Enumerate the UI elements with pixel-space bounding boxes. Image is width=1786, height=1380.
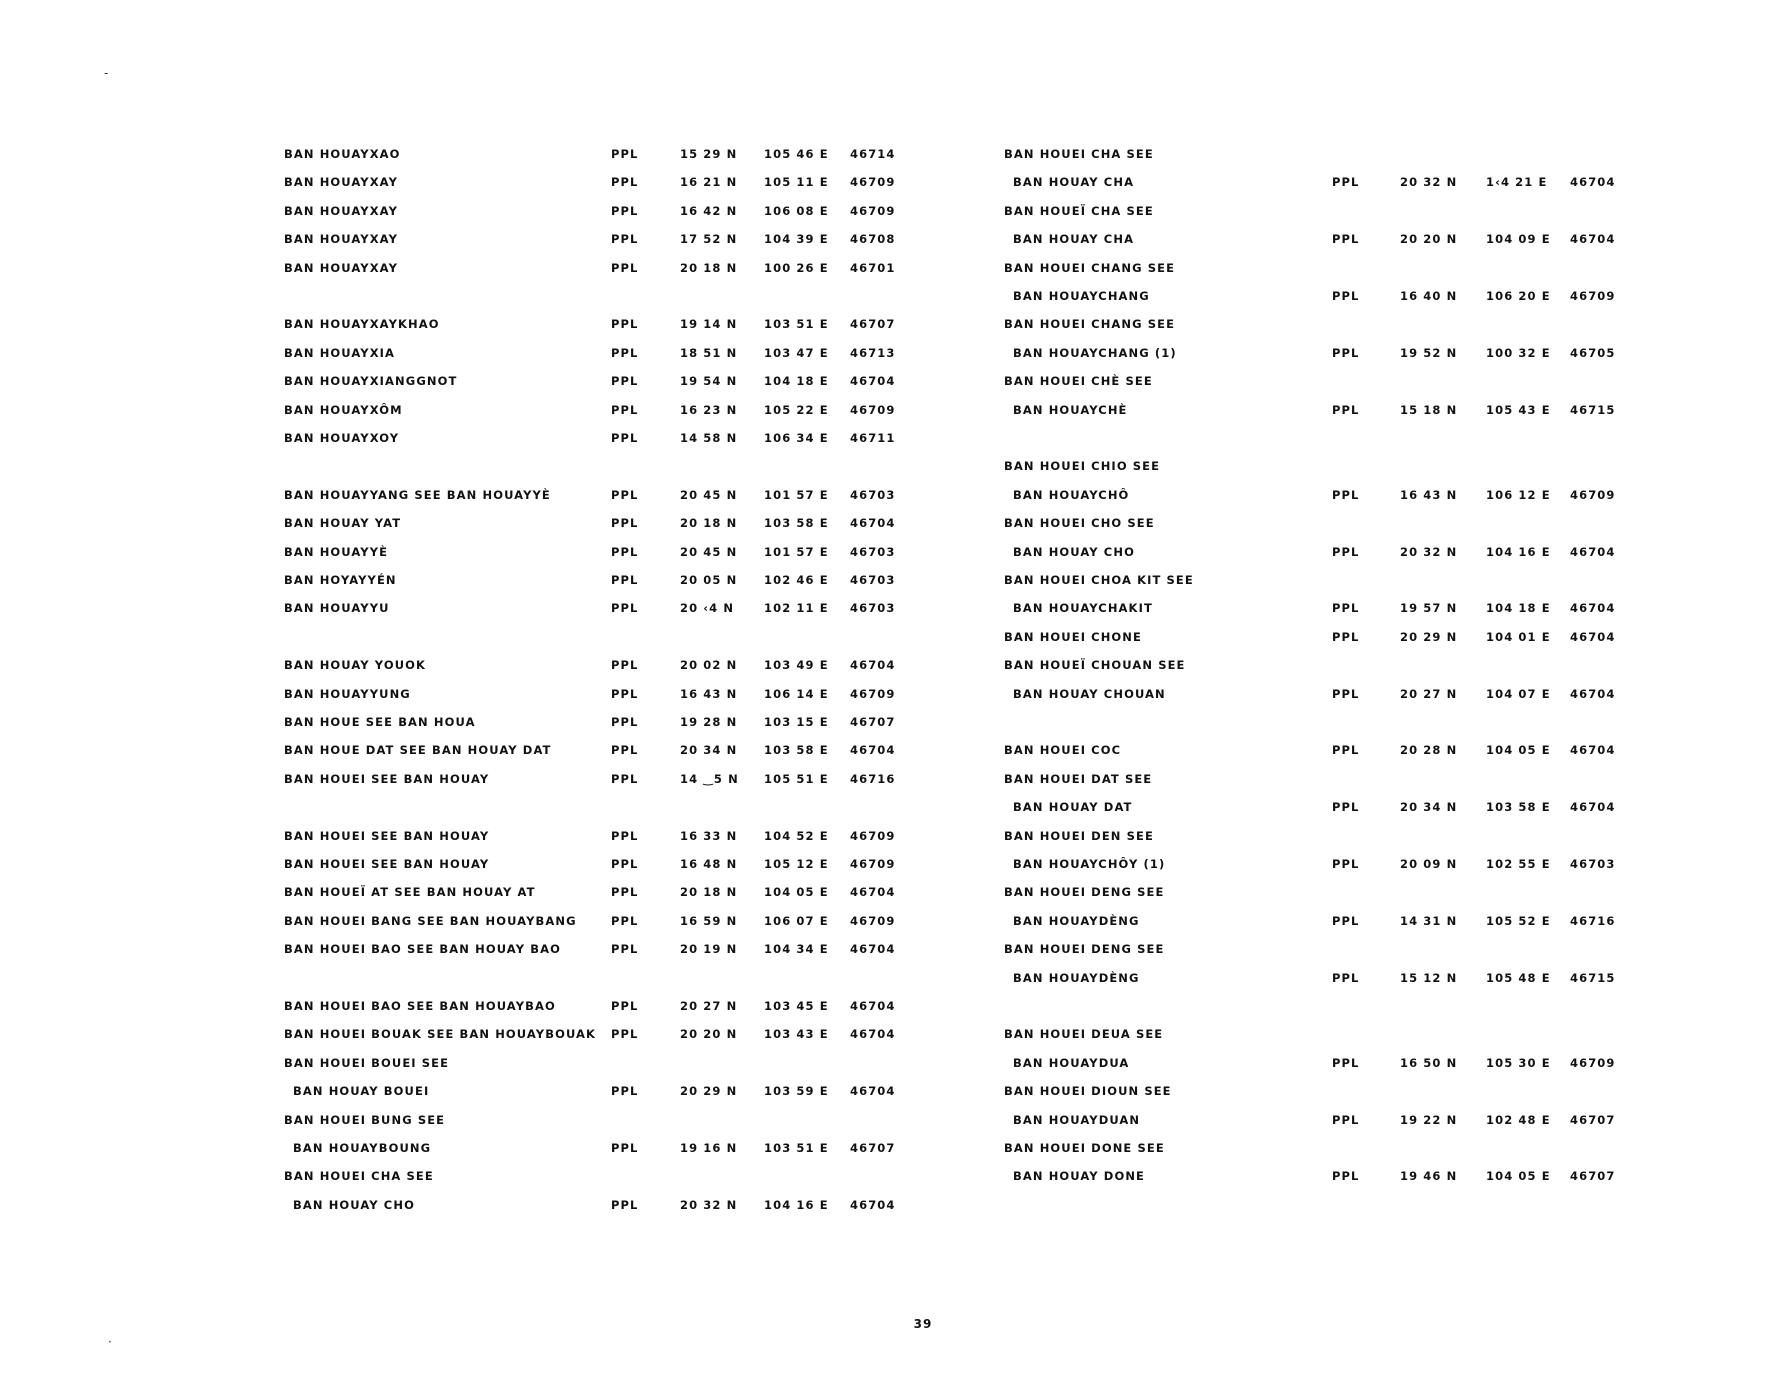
map-code: 46708 — [850, 232, 896, 247]
latitude: 20 20 N — [680, 1027, 738, 1042]
feature-class: PPL — [1332, 601, 1360, 616]
feature-class: PPL — [1332, 970, 1360, 985]
map-code: 46716 — [1570, 913, 1616, 928]
gazetteer-entry — [0, 629, 1786, 645]
latitude: 16 33 N — [680, 828, 738, 843]
longitude: 106 14 E — [764, 686, 829, 701]
longitude: 104 16 E — [1486, 544, 1551, 559]
map-code: 46715 — [1570, 970, 1616, 985]
latitude: 15 29 N — [680, 147, 738, 161]
latitude: 20 29 N — [1400, 629, 1458, 644]
latitude: 14 ‿5 N — [680, 771, 739, 786]
entry-name: BAN HOUAYDUAN — [1013, 1112, 1141, 1127]
latitude: 19 28 N — [680, 715, 738, 729]
entry-name: BAN HOUE SEE BAN HOUA — [284, 715, 476, 729]
longitude: 103 58 E — [764, 743, 829, 758]
gazetteer-entry — [0, 231, 1786, 247]
longitude: 106 12 E — [1486, 487, 1551, 502]
page-number: 39 — [913, 1317, 933, 1331]
latitude: 20 34 N — [680, 743, 738, 758]
gazetteer-entry — [0, 941, 1786, 957]
feature-class: PPL — [611, 743, 639, 758]
feature-class: PPL — [611, 1084, 639, 1099]
feature-class: PPL — [611, 885, 639, 900]
map-code: 46709 — [850, 913, 896, 928]
gazetteer-entry — [0, 1026, 1786, 1042]
map-code: 46704 — [1570, 800, 1616, 815]
gazetteer-entry — [0, 260, 1786, 276]
entry-name: BAN HOUEI CHIO SEE — [1004, 459, 1161, 474]
longitude: 102 11 E — [764, 601, 829, 616]
latitude: 14 31 N — [1400, 913, 1458, 928]
entry-name: BAN HOUAYXAY — [284, 175, 398, 190]
feature-class: PPL — [1332, 289, 1360, 303]
feature-class: PPL — [611, 544, 639, 559]
feature-class: PPL — [611, 487, 639, 502]
longitude: 106 07 E — [764, 913, 829, 928]
longitude: 104 18 E — [1486, 601, 1551, 616]
entry-name: BAN HOUAYXAY — [284, 203, 398, 218]
map-code: 46704 — [850, 1027, 896, 1042]
gazetteer-entry — [0, 771, 1786, 787]
map-code: 46709 — [850, 203, 896, 218]
latitude: 19 57 N — [1400, 601, 1458, 616]
longitude: 102 55 E — [1486, 857, 1551, 871]
latitude: 20 18 N — [680, 516, 738, 531]
gazetteer-entry — [0, 657, 1786, 673]
latitude: 16 23 N — [680, 402, 738, 417]
feature-class: PPL — [611, 1197, 639, 1212]
latitude: 20 28 N — [1400, 743, 1458, 758]
entry-name: BAN HOUE DAT SEE BAN HOUAY DAT — [284, 743, 552, 758]
longitude: 104 07 E — [1486, 686, 1551, 701]
gazetteer-entry — [0, 1083, 1786, 1099]
entry-name: BAN HOUEI DIOUN SEE — [1004, 1084, 1172, 1099]
longitude: 101 57 E — [764, 544, 829, 559]
entry-name: BAN HOUAYXAY — [284, 232, 398, 247]
scan-mark: ‐ — [104, 66, 109, 80]
longitude: 105 51 E — [764, 771, 829, 786]
feature-class: PPL — [1332, 345, 1360, 360]
map-code: 46707 — [1570, 1169, 1616, 1184]
longitude: 104 18 E — [764, 374, 829, 389]
map-code: 46709 — [1570, 1055, 1616, 1070]
entry-name: BAN HOUEI SEE BAN HOUAY — [284, 828, 490, 843]
entry-name: BAN HOUEÏ CHA SEE — [1004, 203, 1154, 218]
gazetteer-entry — [0, 913, 1786, 929]
feature-class: PPL — [611, 345, 639, 360]
map-code: 46703 — [1570, 857, 1616, 871]
entry-name: BAN HOUAY CHOUAN — [1013, 686, 1166, 701]
latitude: 19 22 N — [1400, 1112, 1458, 1127]
feature-class: PPL — [611, 658, 639, 673]
feature-class: PPL — [1332, 686, 1360, 701]
gazetteer-entry — [0, 799, 1786, 815]
feature-class: PPL — [611, 232, 639, 247]
entry-name: BAN HOUAYXÔM — [284, 402, 403, 417]
longitude: 104 01 E — [1486, 629, 1551, 644]
entry-name: BAN HOUEI DAT SEE — [1004, 771, 1153, 786]
map-code: 46709 — [850, 857, 896, 871]
map-code: 46704 — [850, 942, 896, 957]
longitude: 103 59 E — [764, 1084, 829, 1099]
feature-class: PPL — [611, 771, 639, 786]
latitude: 20 20 N — [1400, 232, 1458, 247]
feature-class: PPL — [611, 260, 639, 275]
longitude: 103 49 E — [764, 658, 829, 673]
gazetteer-entry — [0, 345, 1786, 361]
map-code: 46709 — [850, 175, 896, 190]
entry-name: BAN HOUEI SEE BAN HOUAY — [284, 771, 490, 786]
longitude: 100 32 E — [1486, 345, 1551, 360]
gazetteer-entry — [0, 686, 1786, 702]
gazetteer-entry — [0, 572, 1786, 588]
entry-name: BAN HOUAYYU — [284, 601, 390, 616]
entry-name: BAN HOUAYDÈNG — [1013, 913, 1140, 928]
feature-class: PPL — [611, 374, 639, 389]
entry-name: BAN HOUAYYÈ — [284, 544, 389, 559]
longitude: 103 15 E — [764, 715, 829, 729]
entry-name: BAN HOUAYCHÈ — [1013, 402, 1128, 417]
entry-name: BAN HOUEI SEE BAN HOUAY — [284, 857, 490, 871]
entry-name: BAN HOUAYCHÔY (1) — [1013, 857, 1166, 871]
latitude: 16 40 N — [1400, 289, 1458, 303]
feature-class: PPL — [611, 686, 639, 701]
feature-class: PPL — [611, 175, 639, 190]
map-code: 46709 — [1570, 487, 1616, 502]
map-code: 46704 — [1570, 686, 1616, 701]
gazetteer-entry — [0, 970, 1786, 986]
longitude: 104 52 E — [764, 828, 829, 843]
entry-name: BAN HOUAYXAO — [284, 147, 401, 161]
latitude: 20 32 N — [1400, 544, 1458, 559]
latitude: 18 51 N — [680, 345, 738, 360]
entry-name: BAN HOUAYBOUNG — [293, 1141, 432, 1155]
longitude: 103 47 E — [764, 345, 829, 360]
feature-class: PPL — [611, 1141, 639, 1155]
gazetteer-entry — [0, 1168, 1786, 1184]
entry-name: BAN HOUEI BAO SEE BAN HOUAY BAO — [284, 942, 561, 957]
longitude: 106 34 E — [764, 431, 829, 445]
longitude: 104 16 E — [764, 1197, 829, 1212]
feature-class: PPL — [611, 601, 639, 616]
entry-name: BAN HOUAYXAY — [284, 260, 398, 275]
longitude: 105 22 E — [764, 402, 829, 417]
entry-name: BAN HOUAY CHA — [1013, 232, 1135, 247]
map-code: 46704 — [850, 1084, 896, 1099]
map-code: 46704 — [850, 885, 896, 900]
entry-name: BAN HOUEI BANG SEE BAN HOUAYBANG — [284, 913, 577, 928]
map-code: 46716 — [850, 771, 896, 786]
entry-name: BAN HOUEI BAO SEE BAN HOUAYBAO — [284, 999, 556, 1013]
entry-name: BAN HOUAY CHO — [1013, 544, 1135, 559]
longitude: 1‹4 21 E — [1486, 175, 1548, 190]
longitude: 104 39 E — [764, 232, 829, 247]
longitude: 106 20 E — [1486, 289, 1551, 303]
longitude: 105 30 E — [1486, 1055, 1551, 1070]
map-code: 46704 — [1570, 232, 1616, 247]
latitude: 14 58 N — [680, 431, 738, 445]
longitude: 103 43 E — [764, 1027, 829, 1042]
scan-mark: · — [108, 1335, 112, 1349]
feature-class: PPL — [1332, 743, 1360, 758]
map-code: 46709 — [850, 686, 896, 701]
latitude: 20 29 N — [680, 1084, 738, 1099]
feature-class: PPL — [1332, 800, 1360, 815]
latitude: 16 48 N — [680, 857, 738, 871]
feature-class: PPL — [1332, 1055, 1360, 1070]
map-code: 46701 — [850, 260, 896, 275]
feature-class: PPL — [611, 828, 639, 843]
longitude: 105 52 E — [1486, 913, 1551, 928]
longitude: 103 51 E — [764, 317, 829, 332]
longitude: 101 57 E — [764, 487, 829, 502]
entry-name: BAN HOUAY BOUEI — [293, 1084, 430, 1099]
map-code: 46704 — [1570, 743, 1616, 758]
longitude: 102 48 E — [1486, 1112, 1551, 1127]
feature-class: PPL — [1332, 857, 1360, 871]
longitude: 105 43 E — [1486, 402, 1551, 417]
longitude: 100 26 E — [764, 260, 829, 275]
map-code: 46703 — [850, 487, 896, 502]
feature-class: PPL — [611, 715, 639, 729]
gazetteer-entry — [0, 487, 1786, 503]
feature-class: PPL — [611, 147, 639, 161]
entry-name: BAN HOUEI DEN SEE — [1004, 828, 1154, 843]
entry-name: BAN HOUEI BOUEI SEE — [284, 1055, 450, 1070]
longitude: 102 46 E — [764, 573, 829, 587]
longitude: 105 12 E — [764, 857, 829, 871]
longitude: 103 45 E — [764, 999, 829, 1013]
latitude: 16 50 N — [1400, 1055, 1458, 1070]
latitude: 20 27 N — [1400, 686, 1458, 701]
feature-class: PPL — [1332, 629, 1360, 644]
gazetteer-entry — [0, 402, 1786, 418]
map-code: 46704 — [1570, 544, 1616, 559]
latitude: 20 27 N — [680, 999, 738, 1013]
map-code: 46703 — [850, 601, 896, 616]
entry-name: BAN HOUAYDUA — [1013, 1055, 1130, 1070]
map-code: 46707 — [850, 715, 896, 729]
entry-name: BAN HOUAYCHÔ — [1013, 487, 1130, 502]
feature-class: PPL — [1332, 402, 1360, 417]
gazetteer-entry — [0, 600, 1786, 616]
latitude: 19 46 N — [1400, 1169, 1458, 1184]
entry-name: BAN HOUEI CHONE — [1004, 629, 1142, 644]
latitude: 20 32 N — [680, 1197, 738, 1212]
feature-class: PPL — [1332, 232, 1360, 247]
entry-name: BAN HOUAYXOY — [284, 431, 400, 445]
entry-name: BAN HOUEI BOUAK SEE BAN HOUAYBOUAK — [284, 1027, 597, 1042]
entry-name: BAN HOUEI CHA SEE — [284, 1169, 434, 1184]
feature-class: PPL — [1332, 913, 1360, 928]
feature-class: PPL — [611, 857, 639, 871]
map-code: 46709 — [1570, 289, 1616, 303]
map-code: 46703 — [850, 544, 896, 559]
longitude: 104 05 E — [764, 885, 829, 900]
entry-name: BAN HOUAY DONE — [1013, 1169, 1146, 1184]
feature-class: PPL — [1332, 1112, 1360, 1127]
entry-name: BAN HOUEI CHA SEE — [1004, 147, 1154, 161]
entry-name: BAN HOUEI DONE SEE — [1004, 1141, 1165, 1155]
longitude: 106 08 E — [764, 203, 829, 218]
map-code: 46704 — [1570, 601, 1616, 616]
feature-class: PPL — [1332, 487, 1360, 502]
latitude: 20 32 N — [1400, 175, 1458, 190]
latitude: 20 05 N — [680, 573, 738, 587]
gazetteer-entry — [0, 316, 1786, 332]
latitude: 16 43 N — [680, 686, 738, 701]
map-code: 46705 — [1570, 345, 1616, 360]
latitude: 16 21 N — [680, 175, 738, 190]
entry-name: BAN HOUEI COC — [1004, 743, 1122, 758]
entry-name: BAN HOUEI CHÈ SEE — [1004, 374, 1153, 389]
entry-name: BAN HOUEI DENG SEE — [1004, 942, 1165, 957]
latitude: 19 54 N — [680, 374, 738, 389]
gazetteer-entry — [0, 1112, 1786, 1128]
entry-name: BAN HOUEI DENG SEE — [1004, 885, 1165, 900]
entry-name: BAN HOUEI CHOA KIT SEE — [1004, 573, 1194, 587]
longitude: 104 09 E — [1486, 232, 1551, 247]
entry-name: BAN HOUEI DEUA SEE — [1004, 1027, 1164, 1042]
latitude: 20 02 N — [680, 658, 738, 673]
map-code: 46713 — [850, 345, 896, 360]
entry-name: BAN HOUAY YOUOK — [284, 658, 427, 673]
map-code: 46704 — [850, 374, 896, 389]
longitude: 104 05 E — [1486, 1169, 1551, 1184]
entry-name: BAN HOUAYYANG SEE BAN HOUAYYÈ — [284, 487, 551, 502]
gazetteer-entry — [0, 828, 1786, 844]
longitude: 105 46 E — [764, 147, 829, 161]
map-code: 46707 — [850, 1141, 896, 1155]
gazetteer-entry — [0, 288, 1786, 304]
feature-class: PPL — [611, 402, 639, 417]
feature-class: PPL — [611, 999, 639, 1013]
latitude: 20 18 N — [680, 885, 738, 900]
longitude: 103 51 E — [764, 1141, 829, 1155]
entry-name: BAN HOUAY CHA — [1013, 175, 1135, 190]
latitude: 19 14 N — [680, 317, 738, 332]
feature-class: PPL — [611, 942, 639, 957]
entry-name: BAN HOYAYYÉN — [284, 573, 397, 587]
latitude: 20 45 N — [680, 544, 738, 559]
gazetteer-entry — [0, 203, 1786, 219]
latitude: 20 18 N — [680, 260, 738, 275]
latitude: 16 59 N — [680, 913, 738, 928]
feature-class: PPL — [611, 573, 639, 587]
feature-class: PPL — [1332, 544, 1360, 559]
gazetteer-entry — [0, 1055, 1786, 1071]
latitude: 20 45 N — [680, 487, 738, 502]
entry-name: BAN HOUEI CHANG SEE — [1004, 317, 1176, 332]
feature-class: PPL — [611, 203, 639, 218]
map-code: 46714 — [850, 147, 896, 161]
entry-name: BAN HOUEI CHANG SEE — [1004, 260, 1176, 275]
feature-class: PPL — [611, 913, 639, 928]
feature-class: PPL — [611, 431, 639, 445]
latitude: 17 52 N — [680, 232, 738, 247]
map-code: 46704 — [1570, 629, 1616, 644]
gazetteer-entry — [0, 146, 1786, 162]
entry-name: BAN HOUAY DAT — [1013, 800, 1133, 815]
gazetteer-entry — [0, 544, 1786, 560]
entry-name: BAN HOUEÏ CHOUAN SEE — [1004, 658, 1186, 673]
latitude: 16 42 N — [680, 203, 738, 218]
map-code: 46707 — [1570, 1112, 1616, 1127]
latitude: 20 09 N — [1400, 857, 1458, 871]
entry-name: BAN HOUAYYUNG — [284, 686, 411, 701]
longitude: 104 05 E — [1486, 743, 1551, 758]
entry-name: BAN HOUAYCHAKIT — [1013, 601, 1153, 616]
entry-name: BAN HOUEÏ AT SEE BAN HOUAY AT — [284, 885, 536, 900]
gazetteer-entry — [0, 1140, 1786, 1156]
map-code: 46704 — [850, 1197, 896, 1212]
entry-name: BAN HOUAYCHANG (1) — [1013, 345, 1177, 360]
latitude: 15 18 N — [1400, 402, 1458, 417]
map-code: 46711 — [850, 431, 896, 445]
latitude: 16 43 N — [1400, 487, 1458, 502]
gazetteer-entry — [0, 515, 1786, 531]
map-code: 46709 — [850, 828, 896, 843]
map-code: 46709 — [850, 402, 896, 417]
entry-name: BAN HOUAYDÈNG — [1013, 970, 1140, 985]
entry-name: BAN HOUEI BUNG SEE — [284, 1112, 446, 1127]
feature-class: PPL — [611, 317, 639, 332]
entry-name: BAN HOUAY YAT — [284, 516, 402, 531]
map-code: 46704 — [850, 658, 896, 673]
entry-name: BAN HOUEI CHO SEE — [1004, 516, 1155, 531]
gazetteer-entry — [0, 373, 1786, 389]
map-code: 46704 — [850, 743, 896, 758]
map-code: 46704 — [850, 516, 896, 531]
map-code: 46707 — [850, 317, 896, 332]
latitude: 20 ‹4 N — [680, 601, 735, 616]
feature-class: PPL — [1332, 1169, 1360, 1184]
gazetteer-entry — [0, 884, 1786, 900]
gazetteer-entry — [0, 174, 1786, 190]
entry-name: BAN HOUAYXIANGGNOT — [284, 374, 458, 389]
longitude: 104 34 E — [764, 942, 829, 957]
entry-name: BAN HOUAYXAYKHAO — [284, 317, 440, 332]
map-code: 46715 — [1570, 402, 1616, 417]
latitude: 20 34 N — [1400, 800, 1458, 815]
longitude: 105 48 E — [1486, 970, 1551, 985]
gazetteer-entry — [0, 458, 1786, 474]
entry-name: BAN HOUAYCHANG — [1013, 289, 1150, 303]
latitude: 15 12 N — [1400, 970, 1458, 985]
longitude: 103 58 E — [764, 516, 829, 531]
feature-class: PPL — [611, 1027, 639, 1042]
longitude: 105 11 E — [764, 175, 829, 190]
gazetteer-entry — [0, 742, 1786, 758]
feature-class: PPL — [1332, 175, 1360, 190]
map-code: 46704 — [850, 999, 896, 1013]
latitude: 19 52 N — [1400, 345, 1458, 360]
gazetteer-entry — [0, 856, 1786, 872]
entry-name: BAN HOUAY CHO — [293, 1197, 415, 1212]
longitude: 103 58 E — [1486, 800, 1551, 815]
latitude: 20 19 N — [680, 942, 738, 957]
latitude: 19 16 N — [680, 1141, 738, 1155]
map-code: 46703 — [850, 573, 896, 587]
feature-class: PPL — [611, 516, 639, 531]
map-code: 46704 — [1570, 175, 1616, 190]
entry-name: BAN HOUAYXIA — [284, 345, 396, 360]
